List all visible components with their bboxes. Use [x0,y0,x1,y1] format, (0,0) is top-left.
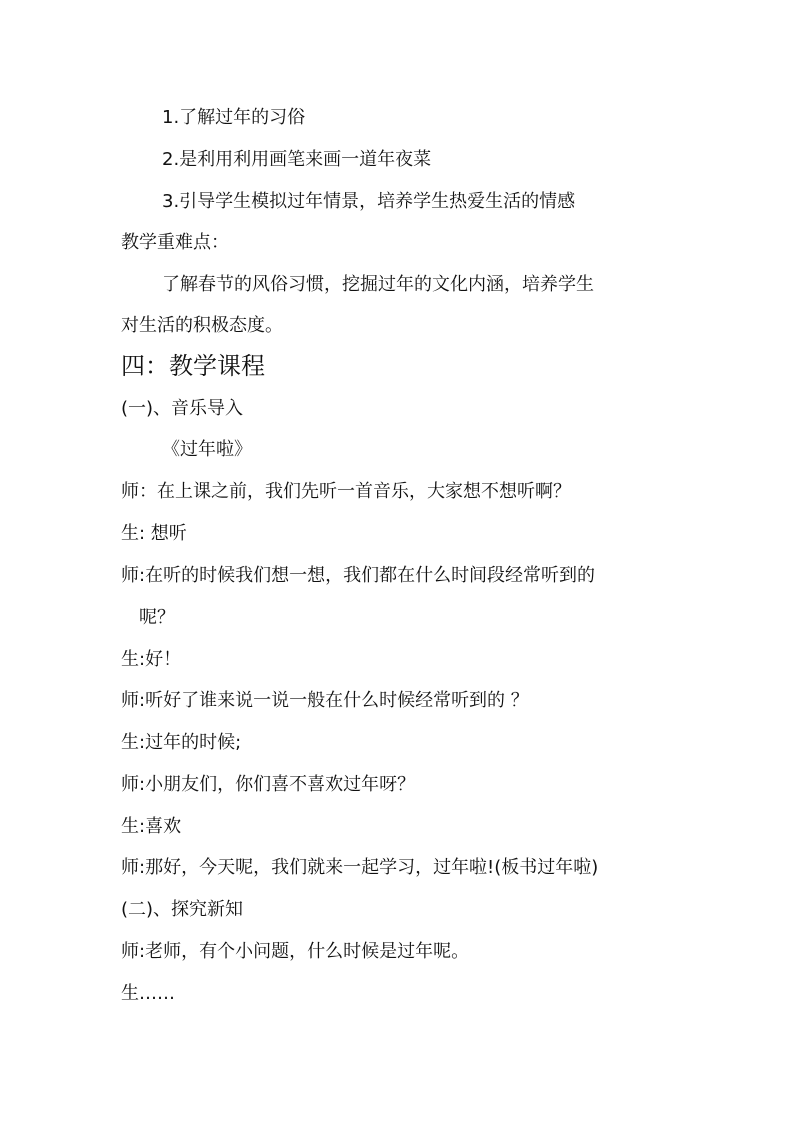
section-heading-4: 四：教学课程 [121,352,265,380]
dialogue-line: 生:喜欢 [121,816,182,837]
dialogue-line: 师：在上课之前，我们先听一首音乐，大家想不想听啊？ [121,481,571,502]
dialogue-line: 生:过年的时候; [121,732,242,753]
subsection-explore: (二)、探究新知 [121,899,244,920]
dialogue-line: 生:好！ [121,649,182,670]
dialogue-line: 师:老师，有个小问题，什么时候是过年呢。 [121,941,470,962]
objective-1: 1.了解过年的习俗 [162,107,306,128]
key-points-text-2: 对生活的积极态度。 [121,315,283,336]
objective-2: 2.是利用利用画笔来画一道年夜菜 [162,149,432,170]
song-title: 《过年啦》 [162,439,252,460]
dialogue-line: 生: 想听 [121,523,187,544]
dialogue-line: 师:在听的时候我们想一想，我们都在什么时间段经常听到的 [121,565,596,586]
dialogue-line: 师:小朋友们，你们喜不喜欢过年呀？ [121,774,416,795]
key-points-text-1: 了解春节的风俗习惯，挖掘过年的文化内涵，培养学生 [162,274,594,295]
objective-3: 3.引导学生模拟过年情景，培养学生热爱生活的情感 [162,191,576,212]
subsection-music-intro: (一)、音乐导入 [121,398,244,419]
dialogue-line: 师:那好，今天呢，我们就来一起学习，过年啦!(板书过年啦) [121,857,599,878]
dialogue-line-continuation: 呢？ [139,607,175,628]
dialogue-line: 师:听好了谁来说一说一般在什么时候经常听到的 ？ [121,690,529,711]
key-points-label: 教学重难点： [121,232,229,253]
dialogue-line: 生…… [121,983,175,1004]
